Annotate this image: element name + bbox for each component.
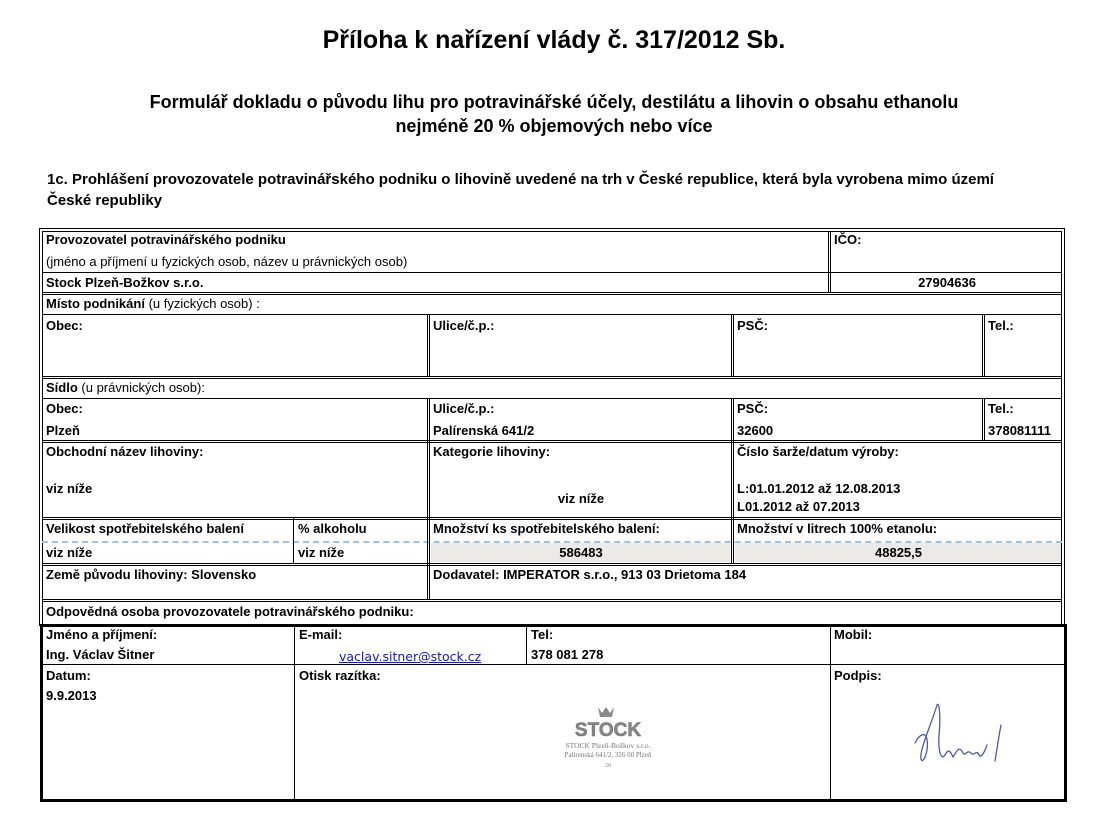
- page-title: Příloha k nařízení vlády č. 317/2012 Sb.: [322, 26, 786, 54]
- business-place-note: (u fyzických osob) :: [144, 296, 260, 311]
- subtitle-line-1: Formulář dokladu o původu lihu pro potravinářské účely, destilátu a lihovin o obsahu ethanolu: [149, 92, 959, 112]
- operator-name: Stock Plzeň-Božkov s.r.o.: [46, 275, 204, 290]
- signature-label: Podpis:: [834, 668, 882, 683]
- column-divider: [982, 314, 985, 377]
- divider: [42, 272, 830, 273]
- pieces-label: Množství ks spotřebitelského balení:: [433, 521, 660, 536]
- trade-name-value: viz níže: [46, 481, 93, 496]
- section-heading: [47, 169, 1057, 211]
- column-divider: [427, 564, 430, 600]
- email-label: E-mail:: [299, 627, 343, 642]
- business-place-title: Místo podnikání: [46, 296, 145, 311]
- supplier: Dodavatel: IMPERATOR s.r.o., 913 03 Drietoma 184: [433, 567, 747, 582]
- ico-value: 27904636: [918, 275, 976, 290]
- seat-psc-label: PSČ:: [737, 401, 769, 416]
- column-divider: [731, 314, 734, 377]
- signature-stroke: [915, 704, 1001, 761]
- date-label: Datum:: [46, 668, 91, 683]
- column-divider: [828, 231, 831, 293]
- tel-value: 378 081 278: [531, 647, 604, 662]
- pack-size-label: Velikost spotřebitelského balení: [46, 521, 244, 536]
- stamp-line-1: STOCK Plzeň-Božkov s.r.o.: [565, 741, 651, 750]
- category-label: Kategorie lihoviny:: [433, 444, 551, 459]
- column-divider: [731, 398, 734, 518]
- business-place-label: [46, 296, 260, 312]
- handwritten-signature: [905, 695, 1025, 780]
- trade-name-label: Obchodní název lihoviny:: [46, 444, 204, 459]
- signature-graphic: [905, 695, 1025, 780]
- column-divider: [982, 398, 985, 441]
- category-value: viz níže: [557, 491, 605, 506]
- ico-label: IČO:: [834, 232, 862, 247]
- section-line-1: 1c. Prohlášení provozovatele potravinářského podniku o lihovině uvedené na trh v České republice, která byla vyrobena mimo území: [47, 171, 994, 188]
- divider: [42, 376, 1062, 379]
- seat-ulice-value: Palírenská 641/2: [433, 423, 535, 438]
- business-tel-label: Tel.:: [988, 318, 1014, 333]
- stamp-logo: STOCK: [574, 720, 642, 741]
- seat-psc-value: 32600: [737, 423, 774, 438]
- seat-tel-value: 378081111: [988, 423, 1051, 438]
- form-subtitle: [0, 90, 1108, 138]
- name-value: Ing. Václav Šitner: [46, 647, 155, 662]
- seat-ulice-label: Ulice/č.p.:: [433, 401, 495, 416]
- stamp-graphic: [530, 705, 690, 775]
- email-link[interactable]: vaclav.sitner@stock.cz: [339, 649, 482, 664]
- date-value: 9.9.2013: [46, 688, 97, 703]
- company-stamp: [530, 705, 690, 775]
- litres-label: Množství v litrech 100% etanolu:: [737, 521, 938, 536]
- column-divider: [294, 627, 295, 799]
- crown-icon: [598, 707, 614, 717]
- divider: [42, 292, 1062, 295]
- responsible-header: Odpovědná osoba provozovatele potravinářského podniku:: [46, 604, 414, 619]
- batch-value-2: L01.2012 až 07.2013: [737, 499, 860, 514]
- operator-label: Provozovatel potravinářského podniku: [46, 232, 286, 247]
- seat-note: (u právnických osob):: [77, 380, 205, 395]
- alcohol-value: viz níže: [298, 545, 345, 560]
- business-obec-label: Obec:: [46, 318, 83, 333]
- alcohol-label: % alkoholu: [298, 521, 367, 536]
- stamp-label: Otisk razítka:: [299, 668, 381, 683]
- column-divider: [526, 627, 527, 664]
- column-divider: [427, 398, 430, 518]
- divider: [43, 664, 1064, 665]
- seat-obec-value: Plzeň: [46, 423, 80, 438]
- divider: [42, 599, 1062, 602]
- pieces-value: 586483: [559, 545, 603, 560]
- divider: [42, 517, 1062, 520]
- seat-tel-label: Tel.:: [988, 401, 1014, 416]
- column-divider: [830, 627, 831, 799]
- column-divider: [427, 518, 430, 564]
- tel-label: Tel:: [531, 627, 554, 642]
- seat-label: [46, 380, 205, 396]
- seat-obec-label: Obec:: [46, 401, 83, 416]
- divider: [42, 563, 1062, 566]
- business-ulice-label: Ulice/č.p.:: [433, 318, 495, 333]
- operator-note: (jméno a příjmení u fyzických osob, název u právnických osob): [46, 254, 408, 269]
- column-divider: [427, 314, 430, 377]
- litres-value: 48825,5: [875, 545, 922, 560]
- mobile-label: Mobil:: [834, 627, 873, 642]
- stamp-line-3: 28: [605, 763, 611, 769]
- business-psc-label: PSČ:: [737, 318, 769, 333]
- seat-title: Sídlo: [46, 380, 78, 395]
- section-line-2: České republiky: [47, 192, 163, 209]
- divider: [42, 314, 1062, 315]
- batch-label: Číslo šarže/datum výroby:: [737, 444, 899, 459]
- pack-size-value: viz níže: [46, 545, 93, 560]
- stamp-line-2: Palírenská 641/2, 326 00 Plzeň: [564, 751, 652, 759]
- divider: [42, 440, 1062, 443]
- divider: [42, 398, 1062, 399]
- column-divider: [293, 518, 294, 563]
- column-divider: [731, 518, 734, 564]
- origin-country: Země původu lihoviny: Slovensko: [46, 567, 257, 582]
- subtitle-line-2: nejméně 20 % objemových nebo více: [395, 116, 713, 136]
- batch-value-1: L:01.01.2012 až 12.08.2013: [737, 481, 901, 496]
- name-label: Jméno a příjmení:: [46, 627, 158, 642]
- divider: [830, 272, 1062, 273]
